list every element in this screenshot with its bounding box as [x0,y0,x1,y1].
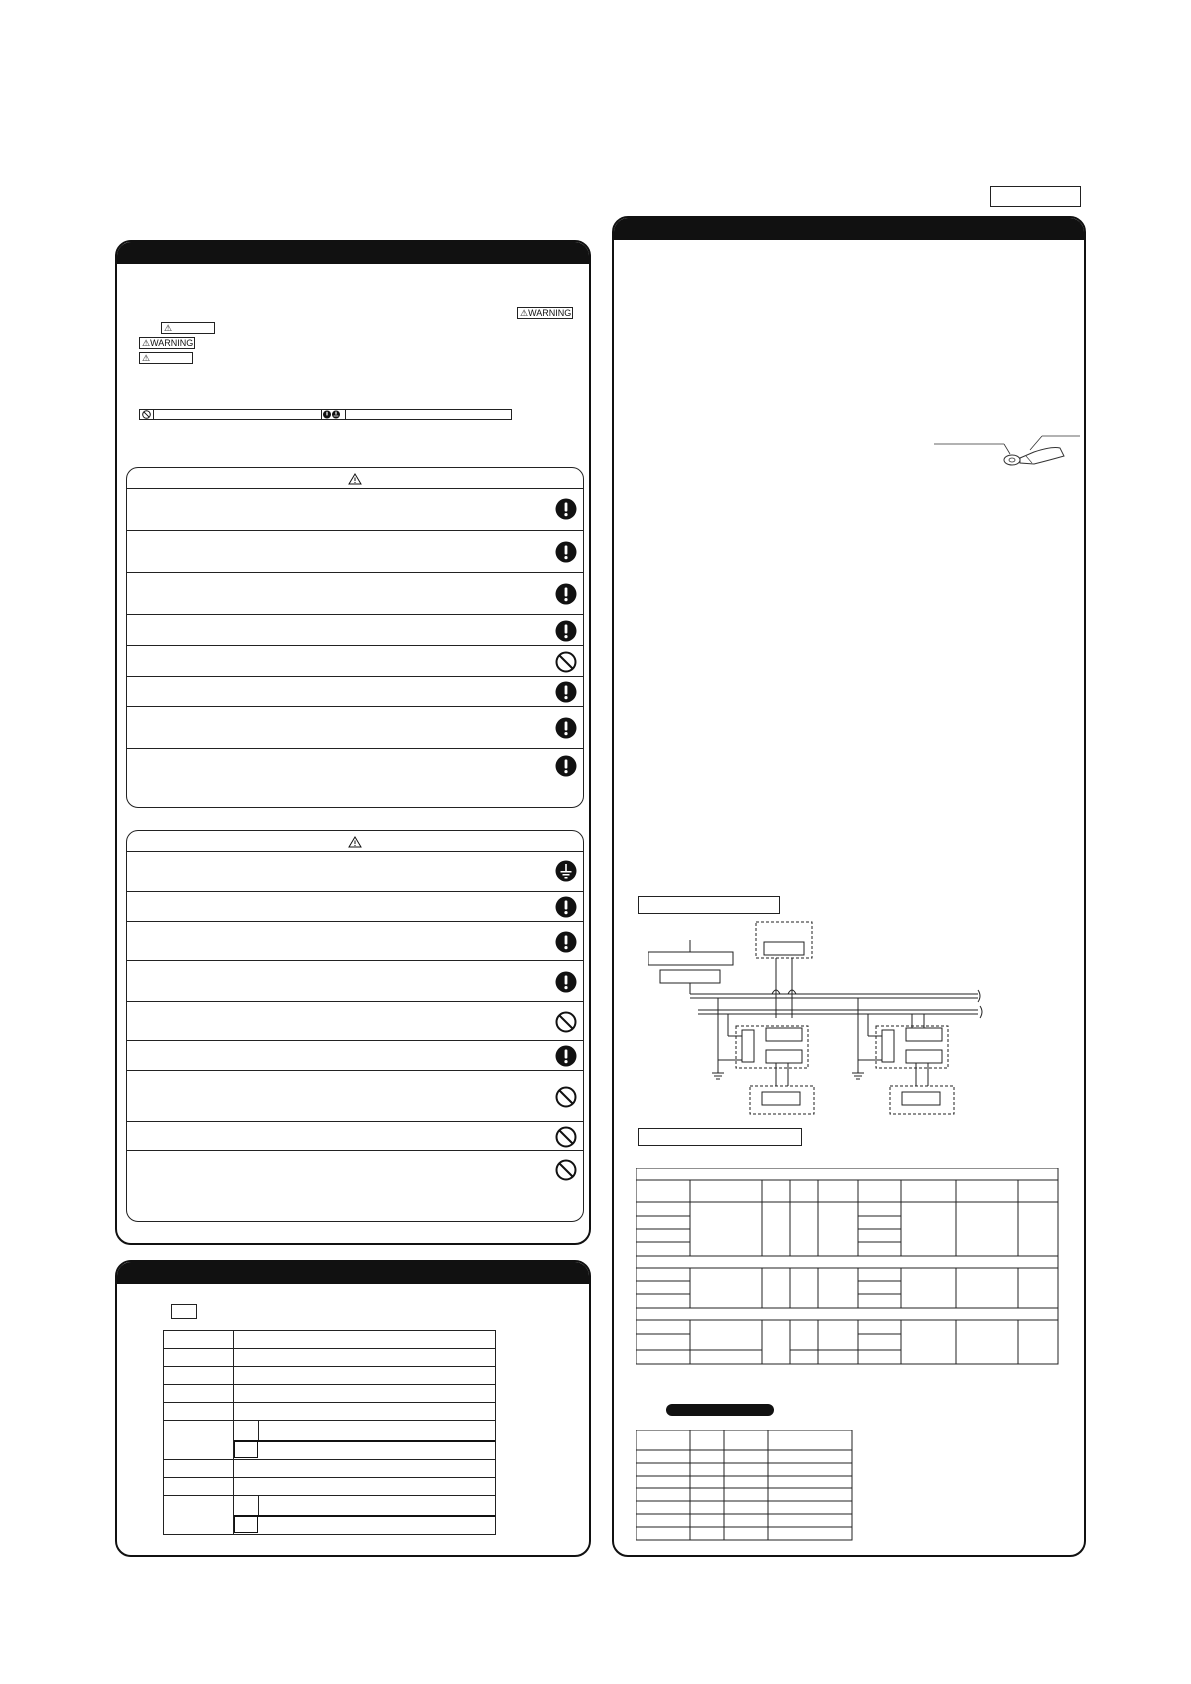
accessory-note-box [171,1304,197,1319]
electrical-wiring-panel [612,216,1086,1557]
precaution-row [127,1001,583,1041]
warning-triangle-icon [348,836,362,848]
mandatory-icon [555,583,577,605]
caution-section-title [127,831,583,852]
warning-section-title [127,468,583,489]
panel-header [117,242,589,264]
symbol-legend [139,409,512,420]
precaution-row [127,614,583,646]
prohibited-icon [555,651,577,673]
mandatory-icon [555,896,577,918]
precaution-row [127,1121,583,1151]
power-supply-box [648,952,733,965]
precaution-row [127,748,583,782]
table-row [164,1496,496,1535]
mandatory-icon [555,1045,577,1067]
precaution-row [127,706,583,749]
mandatory-icon [555,681,577,703]
warning-triangle-icon: ⚠ [142,353,151,363]
warning-triangle-icon: ⚠ [142,338,151,348]
wiring-diagram-label [638,896,780,914]
precaution-row [127,921,583,961]
precaution-row [127,676,583,707]
precaution-row [127,1040,583,1071]
mandatory-icon [555,541,577,563]
wiring-diagram [648,918,1028,1118]
mandatory-icon [555,931,577,953]
mandatory-icon [555,755,577,777]
warning-triangle-icon [348,473,362,485]
precaution-row [127,891,583,922]
warning-badge: ⚠WARNING [517,307,573,319]
panel-header [117,1262,589,1284]
mandatory-icon [322,410,344,419]
accessories-panel [115,1260,591,1557]
ground-icon [555,860,577,882]
mandatory-icon [555,498,577,520]
prohibited-icon [555,1086,577,1108]
prohibited-icon [555,1126,577,1148]
mandatory-icon [555,717,577,739]
precaution-row [127,960,583,1002]
wiring-table-label [638,1128,802,1146]
panel-header [614,218,1084,240]
spec-heading-pill [666,1404,774,1416]
precaution-row [127,851,583,891]
table-row [164,1403,496,1421]
precaution-row [127,645,583,677]
warning-section [126,467,584,808]
warning-triangle-icon: ⚠ [164,323,173,333]
table-row [164,1460,496,1478]
warning-badge: ⚠WARNING [139,337,195,349]
table-row [164,1349,496,1367]
breaker-box [660,970,720,983]
table-row [164,1331,496,1349]
precaution-row [127,530,583,573]
precaution-row [127,1150,583,1189]
table-row [164,1421,496,1460]
table-row [164,1385,496,1403]
breaker-spec-table [636,1430,854,1542]
top-right-label-box [990,186,1081,207]
table-row [164,1478,496,1496]
ring-terminal-illustration [934,430,1084,480]
prohibited-icon [555,1159,577,1181]
prohibited-icon [141,410,152,419]
warning-triangle-icon: ⚠ [520,308,529,318]
table-row [164,1367,496,1385]
caution-badge [139,352,193,364]
wiring-spec-table [636,1168,1060,1368]
precaution-row [127,488,583,530]
caution-badge [161,322,215,334]
safety-precautions-panel [115,240,591,1245]
prohibited-icon [555,1011,577,1033]
accessories-table [163,1330,496,1535]
mandatory-icon [555,971,577,993]
caution-section [126,830,584,1222]
precaution-row [127,572,583,615]
precaution-row [127,1070,583,1122]
mandatory-icon [555,620,577,642]
